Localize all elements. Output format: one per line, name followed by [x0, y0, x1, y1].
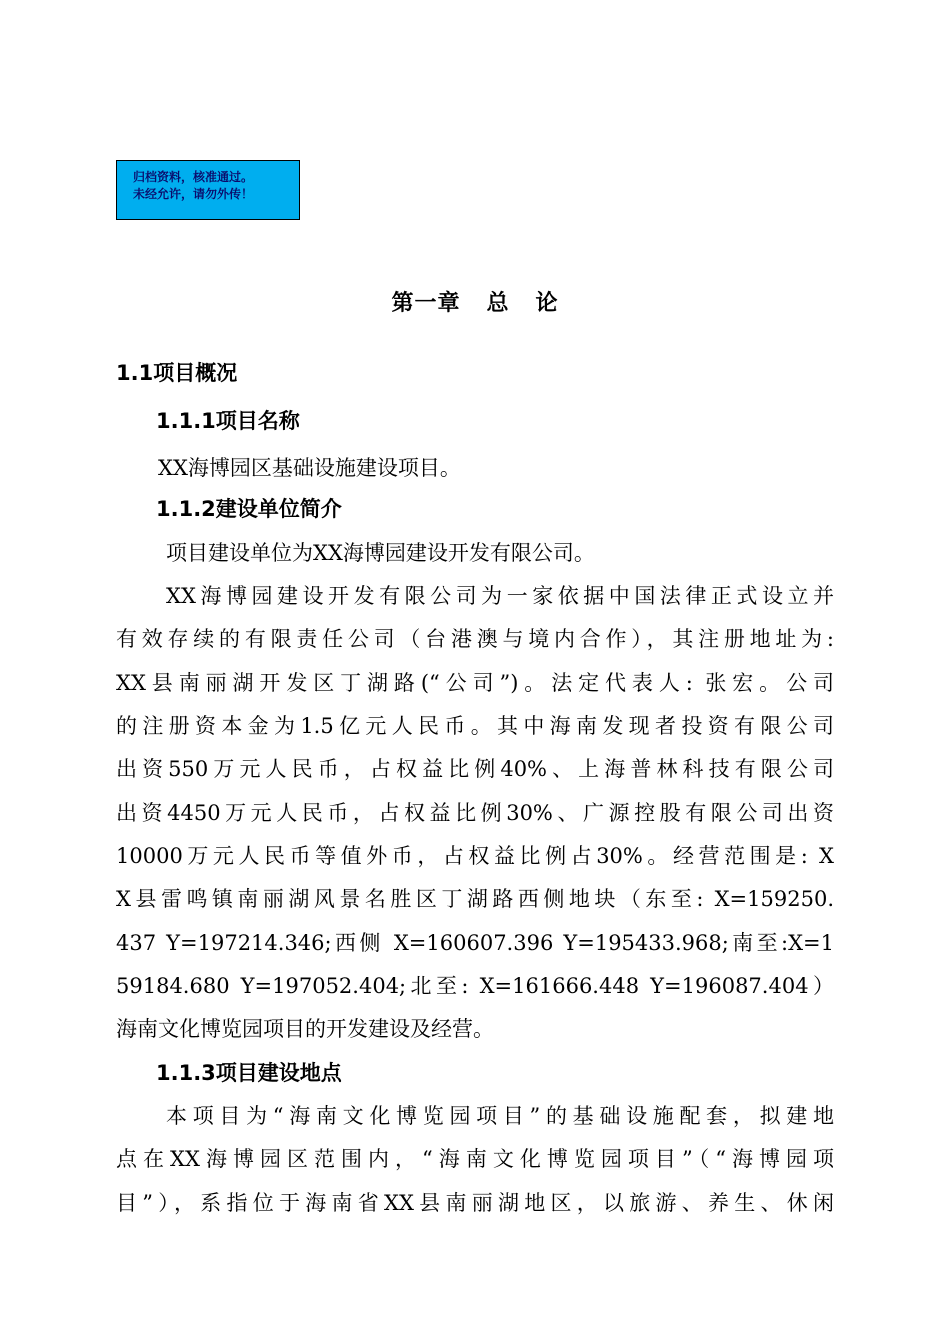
- paragraph-line: XX县南丽湖开发区丁湖路(“公司”)。法定代表人: 张宏。公司: [116, 671, 834, 695]
- archive-stamp: [116, 160, 300, 220]
- section-heading-1-1: 1.1项目概况: [116, 361, 238, 385]
- section-heading-1-1-1: 1.1.1项目名称: [156, 409, 300, 433]
- section-heading-1-1-3: 1.1.3项目建设地点: [156, 1061, 342, 1085]
- section-heading-1-1-2: 1.1.2建设单位简介: [156, 497, 342, 521]
- paragraph-line: 项目建设单位为XX海博园建设开发有限公司。: [166, 541, 595, 565]
- paragraph-line: 59184.680 Y=197052.404;北至: X=161666.448 Y=196087.404）: [116, 974, 834, 998]
- chapter-title-text: 第一章 总 论: [391, 291, 559, 316]
- stamp-line-1: 归档资料，核准通过。: [133, 170, 254, 184]
- paragraph-line: 10000万元人民币等值外币，占权益比例占30%。经营范围是: X: [116, 844, 834, 868]
- paragraph-line: 点在XX海博园区范围内，“海南文化博览园项目”（“海博园项: [116, 1147, 834, 1171]
- project-name-text: XX海博园区基础设施建设项目。: [158, 456, 461, 480]
- paragraph-line: 本项目为“海南文化博览园项目”的基础设施配套，拟建地: [166, 1104, 834, 1128]
- paragraph-line: 出资550万元人民币，占权益比例40%、上海普林科技有限公司: [116, 757, 834, 781]
- paragraph-line: 目”），系指位于海南省XX县南丽湖地区，以旅游、养生、休闲: [116, 1191, 834, 1215]
- paragraph-line: 出资4450万元人民币，占权益比例30%、广源控股有限公司出资: [116, 801, 834, 825]
- paragraph-line: XX海博园建设开发有限公司为一家依据中国法律正式设立并: [166, 584, 834, 608]
- paragraph-line: 海南文化博览园项目的开发建设及经营。: [116, 1017, 494, 1041]
- paragraph-line: 有效存续的有限责任公司（台港澳与境内合作），其注册地址为:: [116, 627, 834, 651]
- paragraph-line: X县雷鸣镇南丽湖风景名胜区丁湖路西侧地块（东至: X=159250.: [116, 887, 834, 911]
- paragraph-line: 的注册资本金为1.5亿元人民币。其中海南发现者投资有限公司: [116, 714, 834, 738]
- paragraph-line: 437 Y=197214.346;西侧 X=160607.396 Y=195433.968;南至:X=1: [116, 931, 834, 955]
- chapter-title: [0, 286, 950, 317]
- stamp-line-2: 未经允许，请勿外传！: [133, 187, 254, 201]
